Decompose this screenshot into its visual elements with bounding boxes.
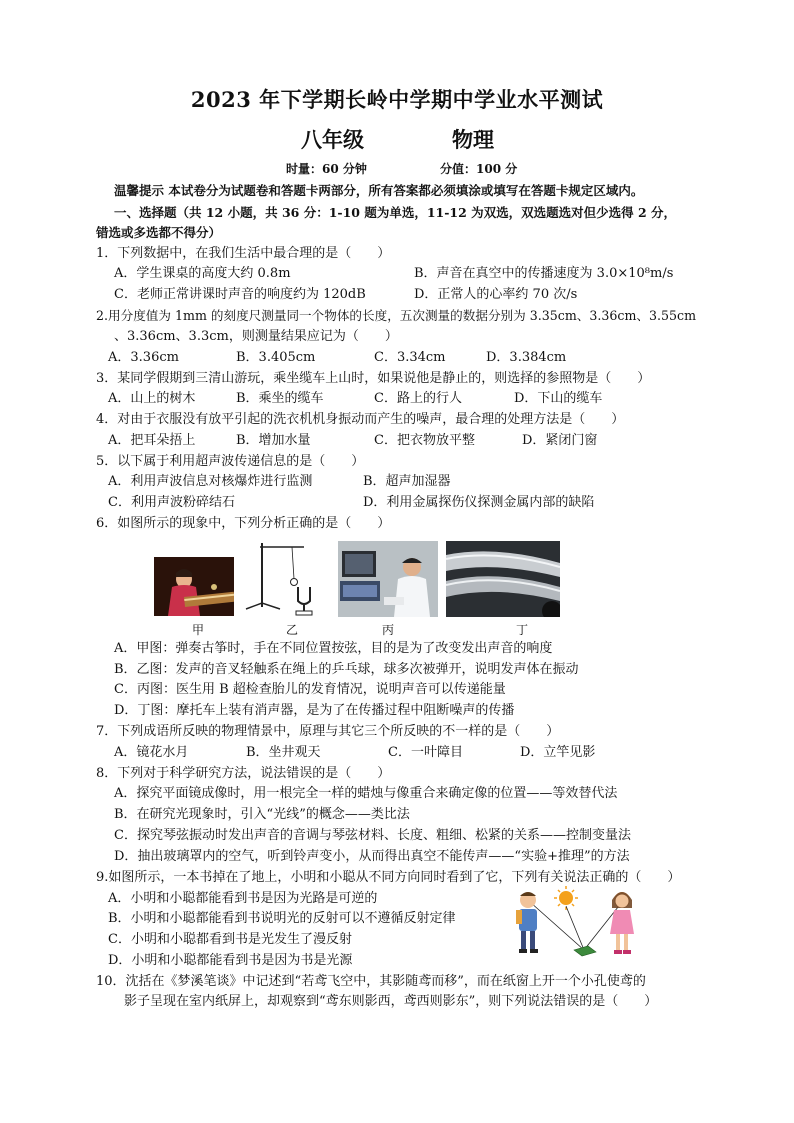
q1-option-c: C．老师正常讲课时声音的响度约为 120dB [114, 287, 366, 302]
q9-option-d: D．小明和小聪都能看到书是因为书是光源 [108, 953, 353, 968]
exam-title: 2023 年下学期长岭中学期中学业水平测试 [190, 87, 604, 112]
q7-option-d: D．立竿见影 [520, 745, 596, 760]
q7-option-b: B．坐井观天 [246, 745, 321, 760]
ultrasound-photo [338, 541, 438, 617]
caption-ding: 丁 [516, 623, 529, 637]
q7-option-a: A．镜花水月 [114, 745, 189, 760]
caption-jia: 甲 [192, 623, 205, 637]
total-score: 分值：100 分 [440, 162, 518, 176]
q4-option-d: D．紧闭门窗 [522, 433, 598, 448]
q1-option-b: B．声音在真空中的传播速度为 3.0×10⁸m/s [414, 266, 674, 281]
q2-stem-line2: 、3.36cm、3.3cm，则测量结果应记为（ ） [114, 329, 398, 344]
guzheng-photo [154, 557, 234, 616]
subject-label: 物理 [452, 127, 494, 152]
q3-option-c: C．路上的行人 [374, 391, 462, 406]
q9-stem: 9.如图所示，一本书掉在了地上，小明和小聪从不同方向同时看到了它，下列有关说法正确的（ ） [96, 870, 681, 885]
q6-stem: 6．如图所示的现象中，下列分析正确的是（ ） [96, 516, 391, 531]
q8-option-c: C．探究琴弦振动时发出声音的音调与琴弦材料、长度、粗细、松紧的关系——控制变量法 [114, 828, 631, 843]
q6-option-b: B．乙图：发声的音叉轻触系在绳上的乒乓球，球多次被弹开，说明发声体在振动 [114, 662, 579, 677]
q3-option-d: D．下山的缆车 [514, 391, 603, 406]
q8-option-a: A．探究平面镜成像时，用一根完全一样的蜡烛与像重合来确定像的位置——等效替代法 [114, 786, 618, 801]
q1-stem: 1．下列数据中，在我们生活中最合理的是（ ） [96, 246, 391, 261]
q9-option-b: B．小明和小聪都能看到书说明光的反射可以不遵循反射定律 [108, 911, 456, 926]
q7-stem: 7．下列成语所反映的物理情景中，原理与其它三个所反映的不一样的是（ ） [96, 724, 560, 739]
q5-stem: 5．以下属于利用超声波传递信息的是（ ） [96, 454, 365, 469]
section-heading-line1: 一、选择题（共 12 小题，共 36 分：1-10 题为单选，11-12 为双选，双选题选对但少选得 2 分， [114, 205, 677, 220]
notice-label: 温馨提示 [114, 183, 165, 198]
notice-text: 本试卷分为试题卷和答题卡两部分，所有答案都必须填涂或填写在答题卡规定区域内。 [168, 183, 644, 198]
q9-option-c: C．小明和小聪都看到书是光发生了漫反射 [108, 932, 352, 947]
q2-stem-line1: 2.用分度值为 1mm 的刻度尺测量同一个物体的长度，五次测量的数据分别为 3.35cm、3.36cm、3.55cm [96, 308, 697, 323]
q5-option-b: B．超声加湿器 [363, 474, 451, 489]
q2-option-c: C．3.34cm [374, 350, 446, 365]
q9-option-a: A．小明和小聪都能看到书是因为光路是可逆的 [108, 891, 378, 906]
q5-option-d: D．利用金属探伤仪探测金属内部的缺陷 [363, 495, 595, 510]
q8-stem: 8．下列对于科学研究方法，说法错误的是（ ） [96, 766, 391, 781]
q3-stem: 3．某同学假期到三清山游玩，乘坐缆车上山时，如果说他是静止的，则选择的参照物是（ ） [96, 371, 651, 386]
tuning-fork-diagram [242, 537, 322, 617]
q5-option-c: C．利用声波粉碎结石 [108, 495, 235, 510]
q1-option-a: A．学生课桌的高度大约 0.8m [114, 266, 291, 281]
caption-yi: 乙 [286, 623, 299, 637]
q2-option-b: B．3.405cm [236, 350, 316, 365]
q8-option-d: D．抽出玻璃罩内的空气，听到铃声变小，从而得出真空不能传声——“实验+推理”的方法 [114, 849, 630, 864]
q6-option-c: C．丙图：医生用 B 超检查胎儿的发育情况，说明声音可以传递能量 [114, 682, 506, 697]
q4-stem: 4．对由于衣服没有放平引起的洗衣机机身振动而产生的噪声，最合理的处理方法是（ ） [96, 412, 625, 427]
q2-option-d: D．3.384cm [486, 350, 567, 365]
q4-option-a: A．把耳朵捂上 [108, 433, 196, 448]
section-heading-line2: 错选或多选都不得分） [96, 225, 222, 240]
reflection-illustration [504, 884, 644, 968]
exhaust-photo [446, 541, 560, 617]
grade-label: 八年级 [301, 127, 364, 152]
q6-option-a: A．甲图：弹奏古筝时，手在不同位置按弦，目的是为了改变发出声音的响度 [114, 641, 553, 656]
q4-option-b: B．增加水量 [236, 433, 311, 448]
q8-option-b: B．在研究光现象时，引入“光线”的概念——类比法 [114, 807, 410, 822]
q3-option-b: B．乘坐的缆车 [236, 391, 324, 406]
q1-option-d: D．正常人的心率约 70 次/s [414, 287, 578, 302]
notice [114, 182, 643, 200]
q4-option-c: C．把衣物放平整 [374, 433, 475, 448]
q10-stem-line1: 10．沈括在《梦溪笔谈》中记述到“若鸢飞空中，其影随鸢而移”，而在纸窗上开一个小孔使鸢的 [96, 974, 646, 989]
q10-stem-line2: 影子呈现在室内纸屏上，却观察到“鸢东则影西，鸢西则影东”，则下列说法错误的是（ ） [124, 994, 658, 1009]
q3-option-a: A．山上的树木 [108, 391, 196, 406]
q2-option-a: A．3.36cm [108, 350, 179, 365]
time-limit: 时量：60 分钟 [286, 162, 367, 176]
q6-option-d: D．丁图：摩托车上装有消声器，是为了在传播过程中阻断噪声的传播 [114, 703, 515, 718]
q5-option-a: A．利用声波信息对核爆炸进行监测 [108, 474, 313, 489]
caption-bing: 丙 [382, 623, 395, 637]
q7-option-c: C．一叶障目 [388, 745, 463, 760]
